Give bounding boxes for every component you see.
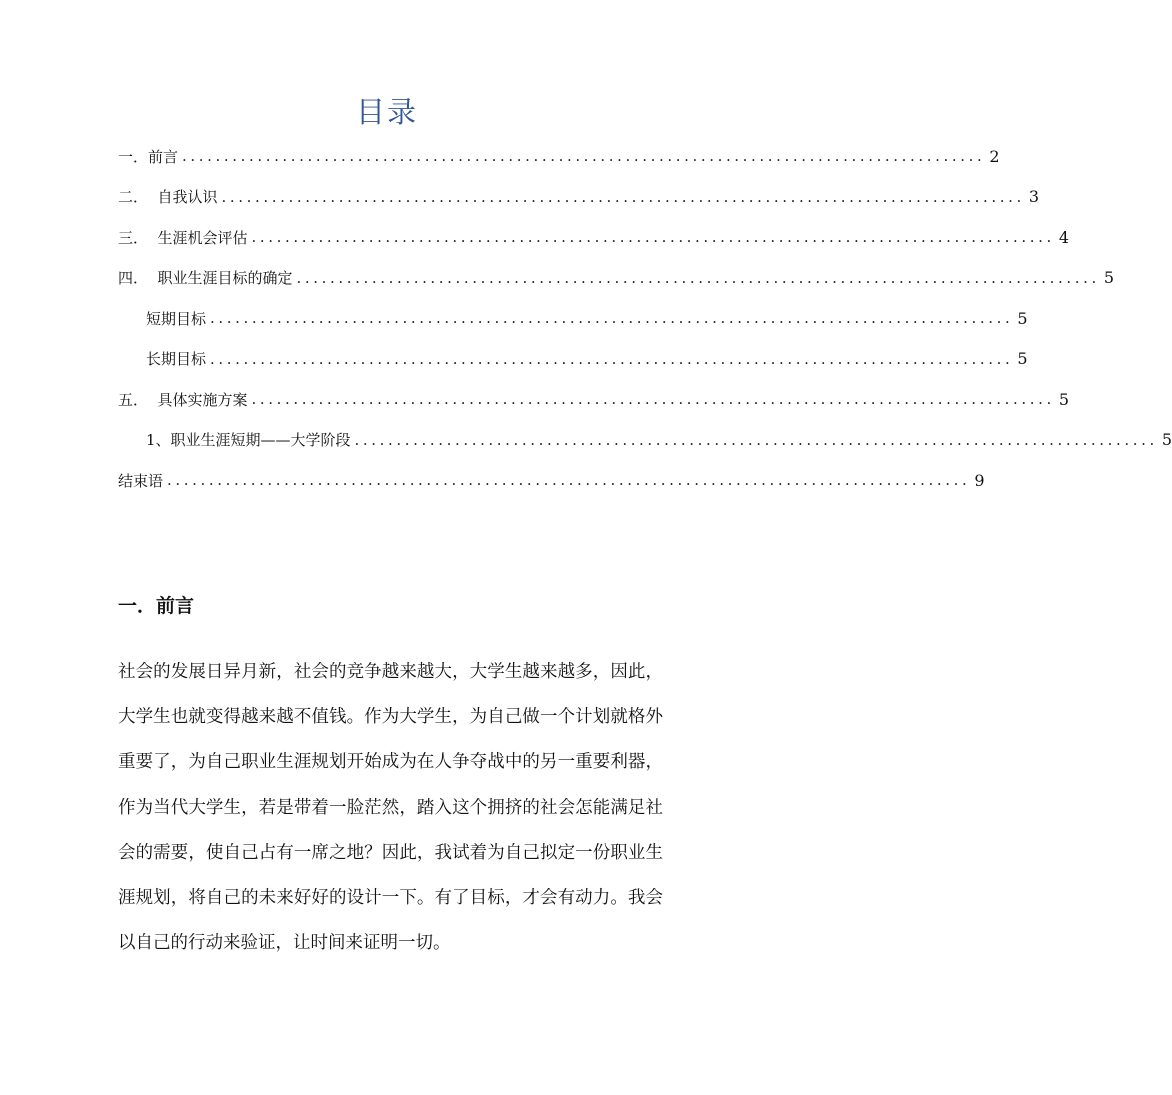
toc-entry-page: 3 bbox=[1028, 187, 1040, 206]
toc-entry-label: 长期目标 bbox=[146, 350, 207, 368]
toc-entry-page: 5 bbox=[1017, 349, 1028, 368]
toc-entry-page: 5 bbox=[1058, 389, 1070, 409]
toc-entry-opportunity-assessment[interactable] bbox=[118, 217, 1070, 257]
toc-entry-conclusion[interactable] bbox=[118, 460, 985, 500]
toc-entry-label: 三． 生涯机会评估 bbox=[118, 228, 248, 247]
toc-entry-university-stage[interactable] bbox=[146, 420, 1172, 460]
toc-leader-dots: ................................................................................................ bbox=[167, 471, 971, 489]
toc-entry-long-term-goals[interactable] bbox=[146, 339, 1028, 379]
toc-entry-implementation-plan[interactable] bbox=[118, 379, 1070, 419]
toc-title: 目录 bbox=[355, 95, 418, 129]
toc-leader-dots: ................................................................................................ bbox=[251, 228, 1055, 246]
toc-entry-page: 5 bbox=[1161, 430, 1172, 449]
section-heading: 一．前言 bbox=[118, 595, 195, 617]
toc-entry-label: 一．前言 bbox=[118, 147, 179, 166]
toc-entry-self-knowledge[interactable] bbox=[118, 177, 1040, 217]
body-paragraph: 社会的发展日异月新，社会的竞争越来越大，大学生越来越多，因此，大学生也就变得越来越不值钱。作为大学生，为自己做一个计划就格外重要了，为自己职业生涯规划开始成为在人争夺战中的另一重要利器，作为当代大学生，若是带着一脸茫然，踏入这个拥挤的社会怎能满足社会的需要，使自己占有一席之地？因此，我试着为自己拟定一份职业生涯规划，将自己的未来好好的设计一下。有了目标，才会有动力。我会以自己的行动来验证，让时间来证明一切。 bbox=[118, 662, 663, 954]
toc-entry-label: 四． 职业生涯目标的确定 bbox=[118, 269, 293, 287]
toc-leader-dots: ................................................................................................ bbox=[210, 309, 1014, 327]
toc-entry-preface[interactable] bbox=[118, 136, 1000, 176]
toc-entry-page: 4 bbox=[1058, 227, 1070, 247]
toc-entry-short-term-goals[interactable] bbox=[146, 298, 1028, 338]
toc-entry-page: 9 bbox=[974, 470, 985, 490]
toc-leader-dots: ................................................................................................ bbox=[296, 268, 1100, 287]
toc-entry-career-goals[interactable] bbox=[118, 258, 1115, 298]
toc-entry-page: 5 bbox=[1103, 268, 1115, 287]
toc-entry-label: 五． 具体实施方案 bbox=[118, 390, 248, 409]
toc-entry-label: 短期目标 bbox=[146, 309, 207, 328]
toc-entry-label: 二． 自我认识 bbox=[118, 188, 218, 206]
toc-leader-dots: ................................................................................................ bbox=[221, 187, 1025, 206]
toc-leader-dots: ................................................................................................ bbox=[354, 430, 1158, 449]
toc-entry-label: 结束语 bbox=[118, 471, 164, 490]
toc-leader-dots: ................................................................................................ bbox=[182, 147, 986, 165]
toc-leader-dots: ................................................................................................ bbox=[210, 349, 1014, 368]
toc-entry-page: 5 bbox=[1017, 308, 1028, 328]
toc-entry-label: 1、职业生涯短期——大学阶段 bbox=[146, 431, 351, 449]
toc-entry-page: 2 bbox=[989, 146, 1000, 166]
toc-leader-dots: ................................................................................................ bbox=[251, 390, 1055, 408]
